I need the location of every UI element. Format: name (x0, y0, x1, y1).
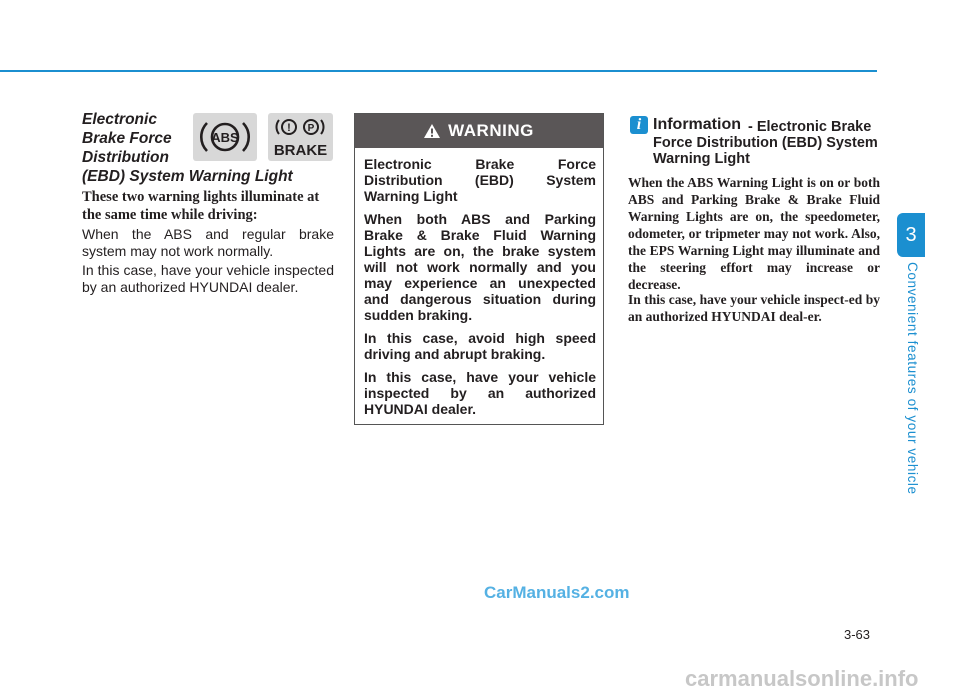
warning-header (355, 114, 603, 148)
warning-paragraph: Electronic Brake Force Distribution (EBD) System Warning Light (364, 156, 596, 204)
chapter-tab: 3 (897, 213, 925, 257)
svg-text:BRAKE: BRAKE (273, 142, 328, 159)
svg-text:P: P (307, 123, 315, 134)
brake-warning-light-icon (268, 113, 333, 161)
warning-body (355, 148, 603, 417)
info-label: Information (653, 116, 741, 133)
watermark-text: carmanualsonline.info (685, 666, 919, 691)
info-title (653, 119, 883, 167)
page-number: 3-63 (844, 627, 871, 642)
chapter-title-text: Convenient features of your vehicle (905, 262, 920, 495)
body-paragraph: When the ABS and regular brake system may not work normally. (82, 226, 334, 259)
info-icon: i (630, 116, 648, 134)
svg-text:!: ! (287, 122, 291, 134)
section-title-line: (EBD) System Warning Light (82, 168, 293, 185)
section-title-line: Distribution (82, 149, 169, 166)
info-title-text: - Electronic Brake Force Distribution (EBD) System Warning Light (653, 119, 878, 167)
lead-text: These two warning lights illuminate at the same time while driving: (82, 189, 320, 223)
abs-warning-light-icon (193, 113, 257, 161)
info-paragraph: In this case, have your vehicle inspect-ed by an authorized HYUNDAI deal-er. (628, 292, 880, 324)
warning-box (354, 113, 604, 425)
svg-text:ABS: ABS (211, 130, 239, 145)
warning-paragraph: In this case, avoid high speed driving and abrupt braking. (364, 330, 596, 362)
warning-paragraph: When both ABS and Parking Brake & Brake Fluid Warning Lights are on, the brake system will not work normally and you may experience an unexpected and dangerous situation during sudden braking. (364, 211, 596, 323)
top-rule (0, 70, 877, 72)
body-paragraph: In this case, have your vehicle inspected by an authorized HYUNDAI dealer. (82, 262, 334, 295)
watermark-link[interactable]: CarManuals2.com (484, 583, 630, 602)
warning-paragraph: In this case, have your vehicle inspected by an authorized HYUNDAI dealer. (364, 369, 596, 417)
warning-label: WARNING (448, 121, 534, 140)
section-title-line: Electronic (82, 111, 157, 128)
section-title-line: Brake Force (82, 130, 172, 147)
info-paragraph: When the ABS Warning Light is on or both ABS and Parking Brake & Brake Fluid Warning Lights are on, the speedometer, odometer, or tripmeter may not work. Also, the EPS Warning Light may illuminate and the steering effort may increase or decrease. (628, 175, 880, 292)
warning-triangle-icon (424, 124, 440, 138)
